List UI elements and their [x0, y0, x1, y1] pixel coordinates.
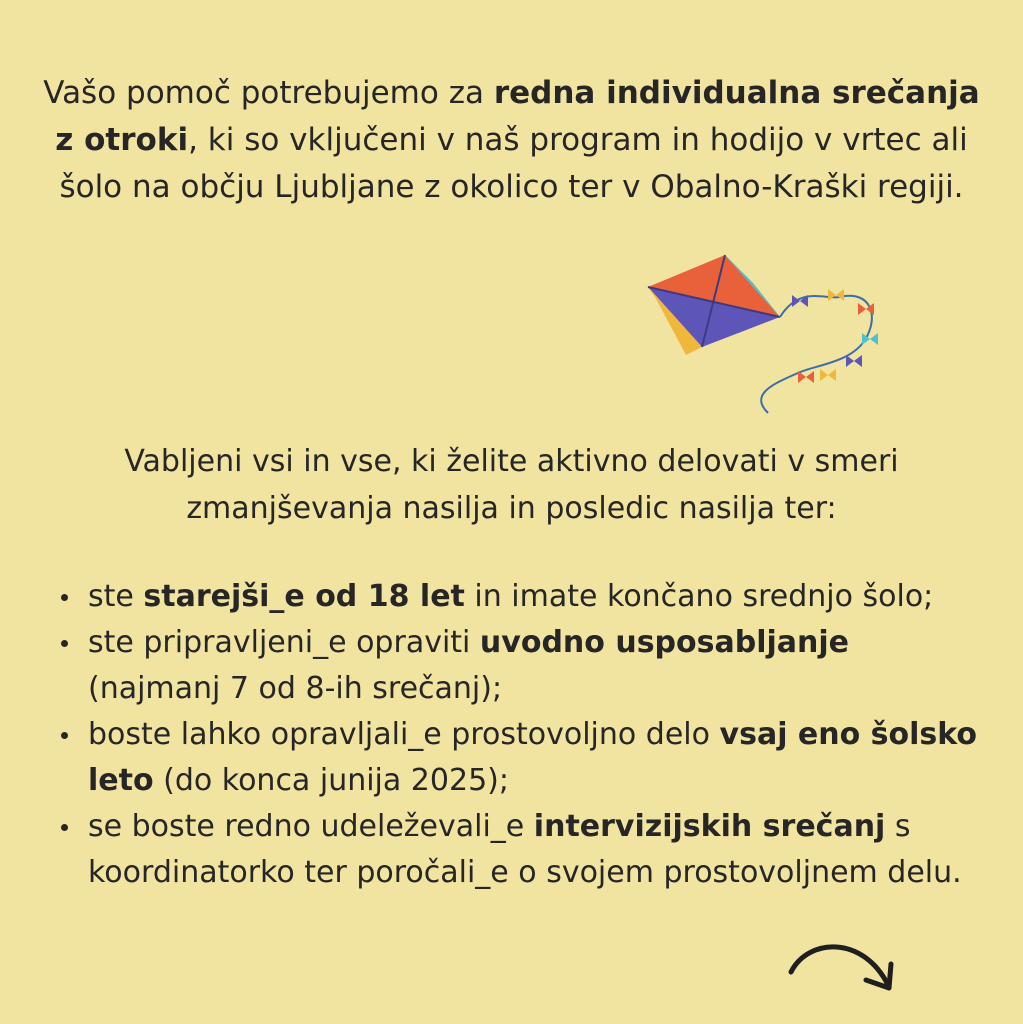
list-item: ste pripravljeni_e opraviti uvodno usposabljanje (najmanj 7 od 8-ih srečanj);: [58, 620, 978, 712]
intro-text-start: Vašo pomoč potrebujemo za: [43, 75, 494, 111]
invitation-paragraph: Vabljeni vsi in vse, ki želite aktivno delovati v smeri zmanjševanja nasilja in posledic nasilja ter:: [124, 444, 899, 526]
kite-icon: [640, 245, 890, 420]
list-item: ste starejši_e od 18 let in imate končano srednjo šolo;: [58, 574, 978, 620]
intro-highlight: redna individualna srečanja z otroki: [55, 75, 980, 158]
requirements-list: [58, 574, 978, 896]
next-arrow-icon[interactable]: [783, 930, 898, 1000]
list-item: boste lahko opravljali_e prostovoljno delo vsaj eno šolsko leto (do konca junija 2025);: [58, 712, 978, 804]
intro-paragraph: [30, 70, 993, 211]
list-item: se boste redno udeleževali_e intervizijskih srečanj s koordinatorko ter poročali_e o svojem prostovoljnem delu.: [58, 804, 978, 896]
intro-text-end: , ki so vključeni v naš program in hodijo v vrtec ali šolo na občju Ljubljane z okolico ter v Obalno-Kraški regiji.: [59, 122, 968, 205]
